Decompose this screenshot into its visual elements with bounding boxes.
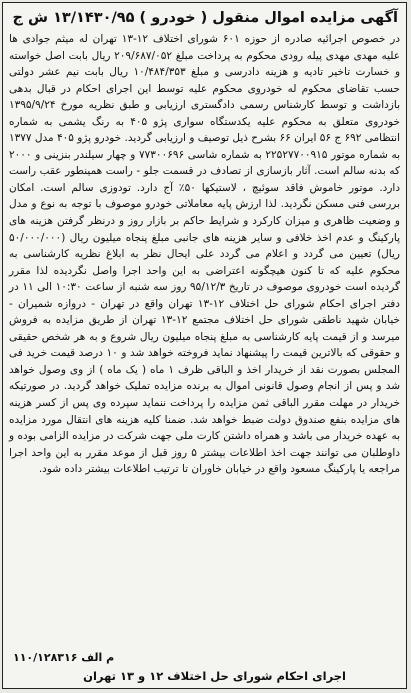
notice-title: آگهی مزایده اموال منقول ( خودرو ) ۱۳/۱۴۳۰/۹۵ ش ج [12,10,398,26]
notice-body: در خصوص اجرائیه صادره از حوزه ۶۰۱ شورای اختلاف ۱۲-۱۳ تهران له میثم جوادی ها علیه مهدی مهدی پیله رودی محکوم به پرداخت مبلغ ۲۰۹/۶۸۷/۰۵۲ ریال بابت اصل خواسته و خسارت تاخیر تادیه و هزینه دادرسی و مبلغ ۱۰/۴۸۴/۳۵۳ ریال بابت نیم عشر دولتی حسب تقاضای محکوم له خودروی محکوم علیه توسط این اجرای احکام در قبال بدهی بازداشت و توسط کارشناس رسمی دادگستری ارزیابی و طبق نظریه مورخ ۱۳۹۵/۹/۲۴ خودروی متعلق به محکوم علیه یکدستگاه سواری پژو ۴۰۵ به رنگ یشمی به شماره انتظامی ۶۹۲ ج ۵۶ ایران ۶۶ بشرح ذیل توصیف و ارزیابی گردید. خودرو پژو ۴۰۵ مدل ۱۳۷۷ به شماره موتور ۲۲۵۲۷۷۰۰۹۱۵ به شماره شاسی ۷۷۳۰۰۶۹۶ و چهار سیلندر بنزینی و ۲۰۰۰ که بدنه سالم است. آثار بازسازی از تصادف در قسمت جلو - راست همینطور عقب راست دارد. موتور خاموش فاقد سوئیچ ، لاستیکها ۵۰٪ آج دارد. تودوزی سالم است. امکان بررسی فنی مسکن نگردید. لذا ارزش پایه معاملاتی خودرو موصوف با توجه به نوع و مدل و وضعیت ظاهری و میزان کارکرد و شرایط حاکم بر بازار روز و درنظر گرفتن هزینه های پارکینگ و عدم اخذ خلافی و سایر هزینه های جانبی مبلغ پنجاه میلیون ریال (۵۰/۰۰۰/۰۰۰ ریال) تعیین می گردد و اعلام می گردد علی ایحال نظر به ابلاغ نظریه کارشناسی به محکوم علیه که تا کنون هیچگونه اعتراضی به این واحد اجرا واصل نگردیده لذا مقرر گردیده است خودروی موصوف در تاریخ ۹۵/۱۲/۳ روز سه شنبه از ساعت ۱۰:۳۰ الی ۱۱ در دفتر اجرای احکام شورای حل اختلاف ۱۲-۱۳ تهران واقع در تهران - دروازه شمیران - خیابان شهید ناطقی شورای حل اختلاف مجتمع ۱۲-۱۳ تهران از طریق مزایده به فروش میرسد و از قیمت پایه کارشناسی به مبلغ پنجاه میلیون ریال شروع و به هر شخص حقیقی و حقوقی که بالاترین قیمت را پیشنهاد نماید فروخته خواهد شد و ۱۰ درصد قیمت خرید فی المجلس بصورت نقد از خریدار اخذ و الباقی ظرف ۱ ماه ( یک ماه ) از وی وصول خواهد شد و پس از انجام وصول قانونی اموال به برنده مزایده تملیک خواهد گردید. در صورتیکه خریدار در مهلت مقرر الباقی ثمن مزایده را پرداخت ننماید سپرده وی پس از کسر هزینه های مزایده بنفع صندوق دولت ضبط خواهد شد. ضمنا کلیه هزینه های انتقال مورد مزایده به عهده خریدار می باشد و همراه داشتن کارت ملی جهت شرکت در مزایده الزامی بوده و داوطلبان می توانند جهت اخذ اطلاعات بیشتر ۵ روز قبل از موعد مقرر به این واحد اجرا مراجعه یا پارکینگ مسعود واقع در خیابان خاوران تا ترتیب اطلاعات بیشتر داده شود. [9,33,401,476]
notice-issuer: اجرای احکام شورای حل اختلاف ۱۲ و ۱۳ تهران [83,669,346,683]
auction-notice [2,2,407,689]
notice-reference-id: م الف ۱۱۰/۱۲۸۳۱۶ [13,651,115,664]
